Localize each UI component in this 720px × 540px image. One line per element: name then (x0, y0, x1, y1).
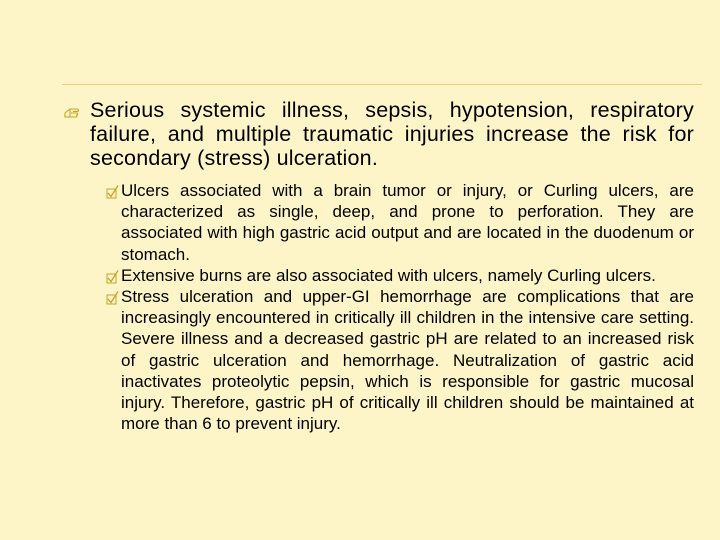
main-bullet-text: Serious systemic illness, sepsis, hypotension, respiratory failure, and multiple traumatic injuries increase the risk for secondary (stress) ulceration. (90, 98, 694, 170)
sub-bullet-text: Ulcers associated with a brain tumor or injury, or Curling ulcers, are characterized as single, deep, and prone to perforation. They are associated with high gastric acid output and are located in the duodenum or stomach. (121, 181, 694, 264)
pointing-hand-icon (64, 104, 82, 120)
checkmark-box-icon (104, 269, 120, 285)
main-bullet (64, 98, 694, 170)
sub-bullet-item (104, 180, 694, 265)
title-divider (62, 84, 702, 85)
sub-bullet-item (104, 286, 694, 434)
sub-bullet-text: Extensive burns are also associated with ulcers, namely Curling ulcers. (121, 265, 656, 285)
checkmark-box-icon (104, 184, 120, 200)
sub-bullet-list (104, 180, 694, 434)
sub-bullet-text: Stress ulceration and upper-GI hemorrhage are complications that are increasingly encountered in critically ill children in the intensive care setting. Severe illness and a decreased gastric pH are related to an increased risk of gastric ulceration and hemorrhage. Neutralization of gastric acid inactivates proteolytic pepsin, which is responsible for gastric mucosal injury. Therefore, gastric pH of critically ill children should be maintained at more than 6 to prevent injury. (121, 287, 694, 434)
sub-bullet-item (104, 265, 694, 286)
checkmark-box-icon (104, 290, 120, 306)
